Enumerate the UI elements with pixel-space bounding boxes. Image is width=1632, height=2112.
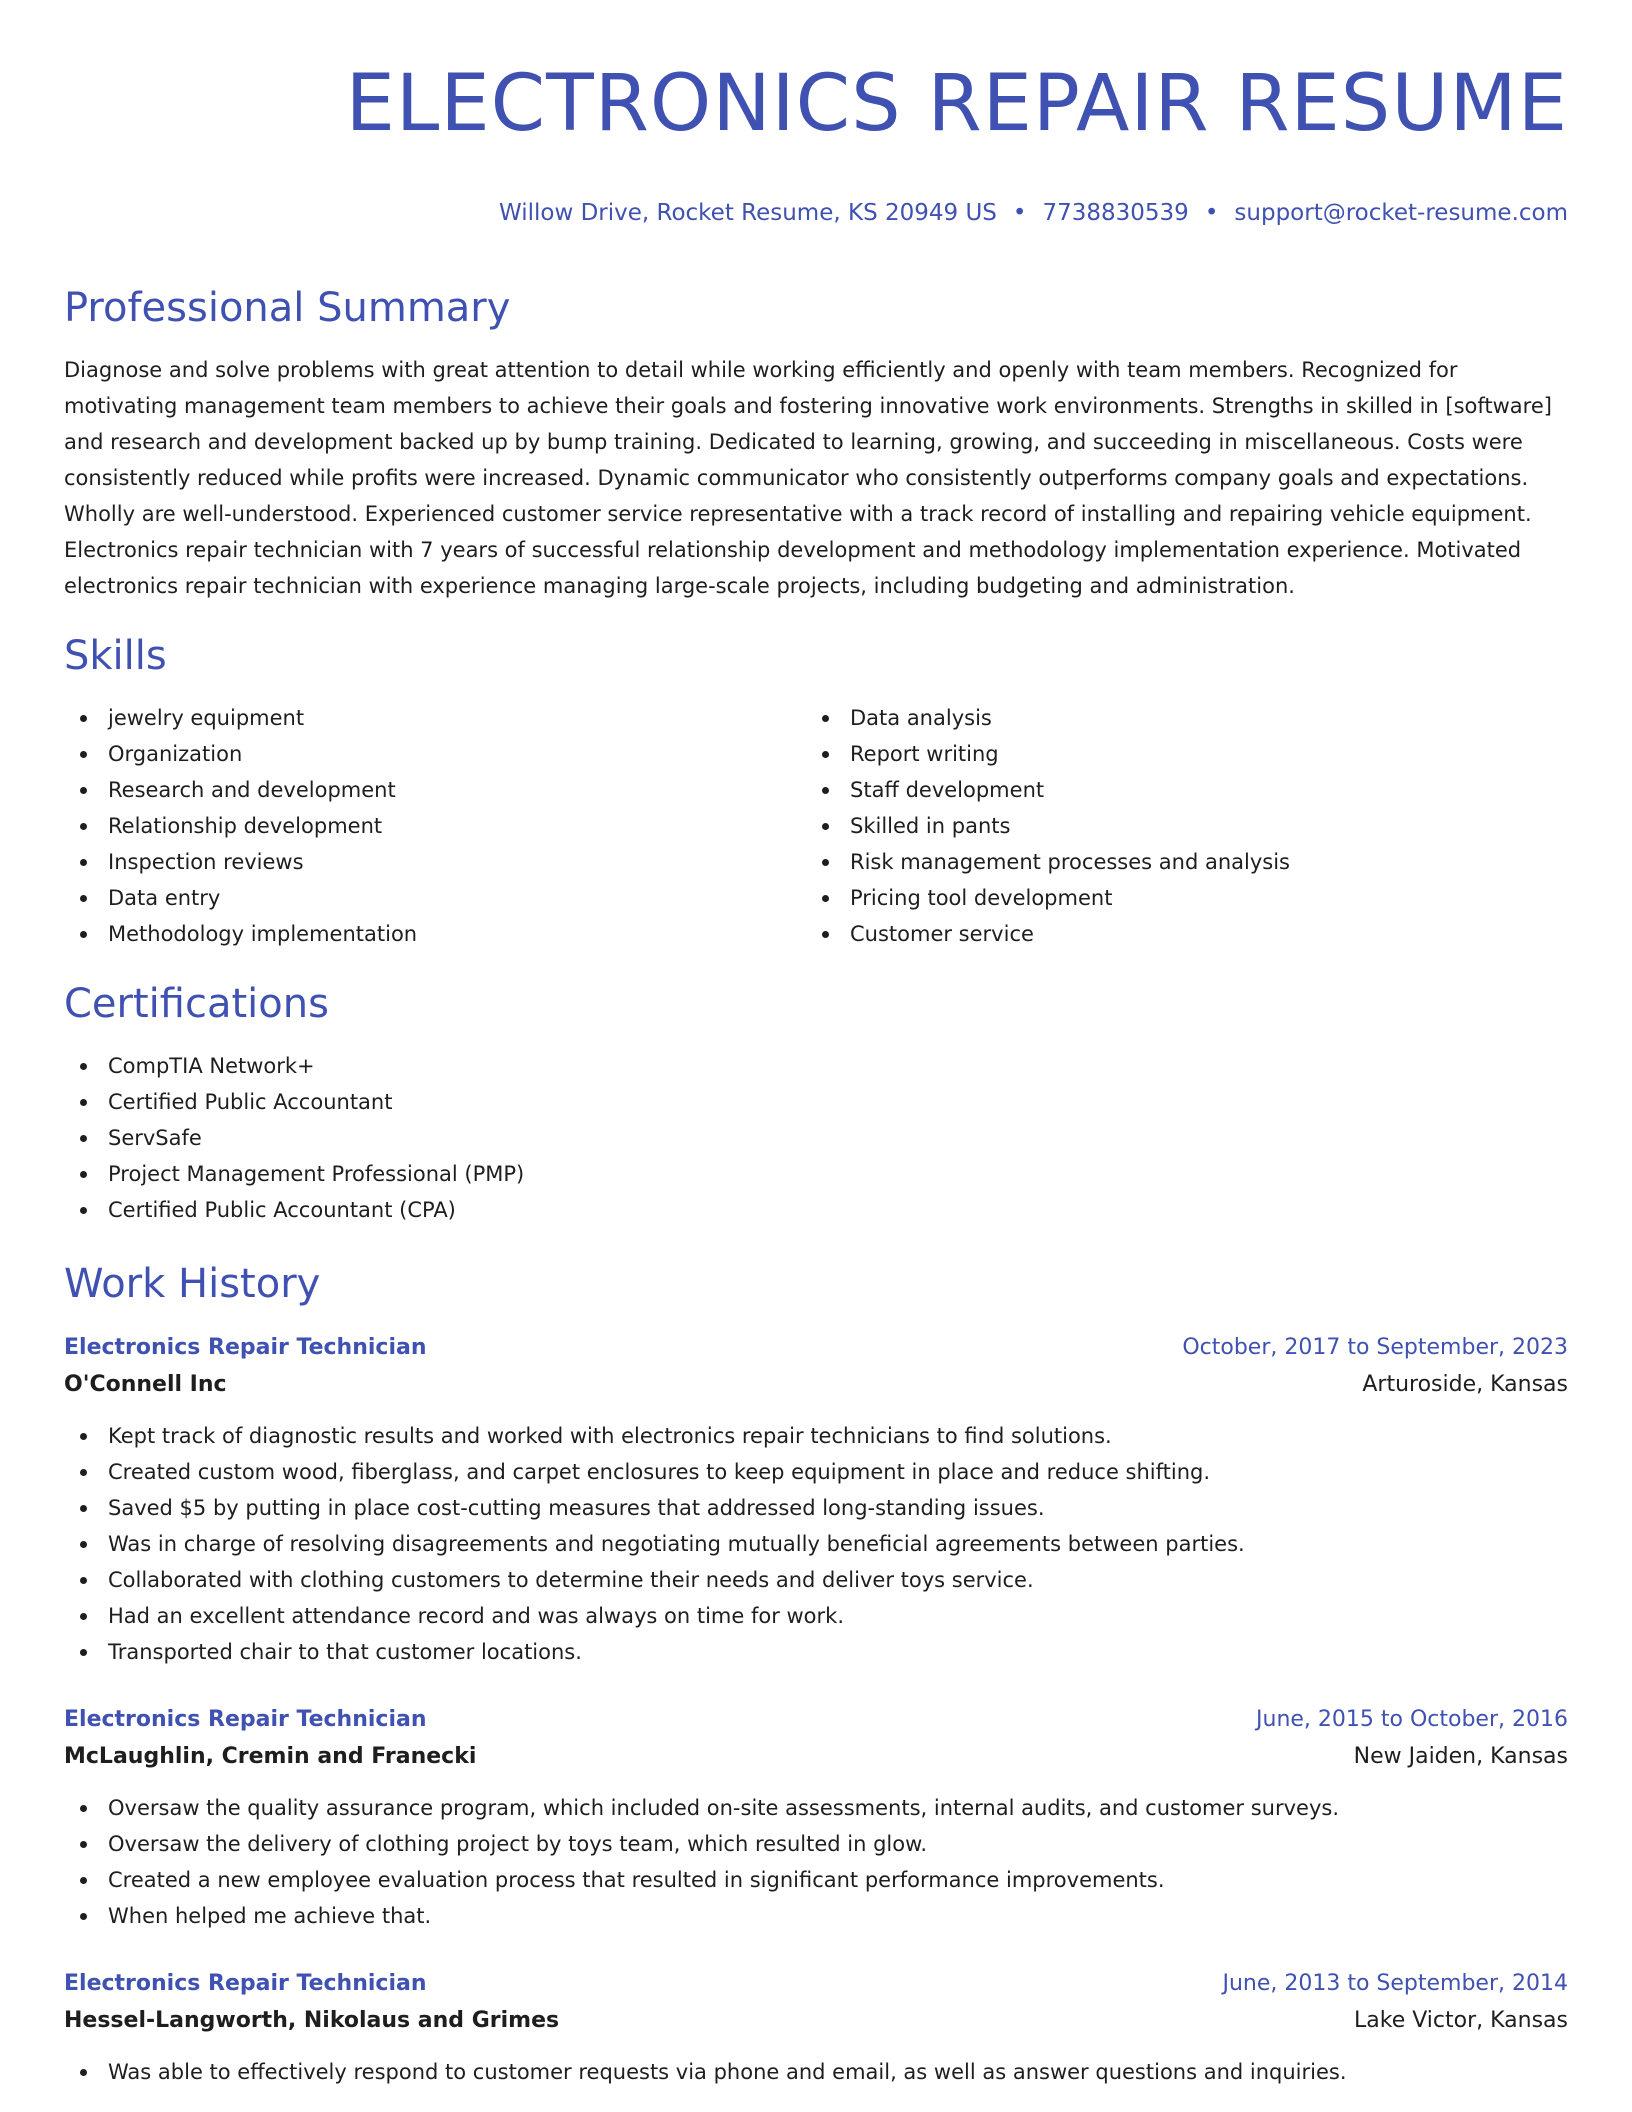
job-entry — [64, 1702, 1568, 1934]
job-subheader — [64, 1738, 1568, 1776]
job-company: O'Connell Inc — [64, 1372, 227, 1397]
contact-line — [64, 198, 1568, 228]
contact-address: Willow Drive, Rocket Resume, KS 20949 US — [498, 200, 997, 226]
job-header — [64, 1702, 1568, 1738]
skill-item: Pricing tool development — [806, 880, 1548, 916]
work-history-section — [64, 1256, 1568, 2090]
job-entry — [64, 1966, 1568, 2090]
job-subheader — [64, 1366, 1568, 1404]
job-dates: June, 2015 to October, 2016 — [1256, 1707, 1568, 1732]
skill-item: Relationship development — [64, 808, 806, 844]
section-heading-summary: Professional Summary — [64, 285, 511, 331]
skill-item: Methodology implementation — [64, 916, 806, 952]
contact-email: support@rocket-resume.com — [1234, 200, 1568, 226]
job-bullet: Had an excellent attendance record and was always on time for work. — [64, 1598, 1568, 1634]
skills-columns — [64, 700, 1568, 952]
skill-item: Inspection reviews — [64, 844, 806, 880]
job-bullet: Saved $5 by putting in place cost-cutting measures that addressed long-standing issues. — [64, 1490, 1568, 1526]
job-title: Electronics Repair Technician — [64, 1707, 427, 1732]
job-title: Electronics Repair Technician — [64, 1335, 427, 1360]
contact-phone: 7738830539 — [1042, 200, 1189, 226]
certifications-list — [64, 1048, 1568, 1228]
skill-item: Data analysis — [806, 700, 1548, 736]
job-bullet: When helped me achieve that. — [64, 1898, 1568, 1934]
job-company: Hessel-Langworth, Nikolaus and Grimes — [64, 2008, 560, 2033]
job-location: New Jaiden, Kansas — [1353, 1744, 1568, 1769]
job-bullet: Collaborated with clothing customers to determine their needs and deliver toys service. — [64, 1562, 1568, 1598]
job-bullet: Oversaw the quality assurance program, which included on-site assessments, internal audits, and customer surveys. — [64, 1790, 1568, 1826]
section-heading-certifications: Certifications — [64, 981, 329, 1027]
job-bullet: Kept track of diagnostic results and worked with electronics repair technicians to find solutions. — [64, 1418, 1568, 1454]
job-bullet-list — [64, 1418, 1568, 1670]
skill-item: jewelry equipment — [64, 700, 806, 736]
section-heading-work-history: Work History — [64, 1261, 321, 1307]
resume-page — [64, 0, 1568, 2090]
skills-list-right — [806, 700, 1548, 952]
job-dates: June, 2013 to September, 2014 — [1222, 1971, 1568, 1996]
summary-text: Diagnose and solve problems with great attention to detail while working efficiently and openly with team members. Recognized for motivating management team members to achieve their goals and fostering innovative work environments. Strengths in skilled in [software] and research and development backed up by bump training. Dedicated to learning, growing, and succeeding in miscellaneous. Costs were consistently reduced while profits were increased. Dynamic communicator who consistently outperforms company goals and expectations. Wholly are well-understood. Experienced customer service representative with a track record of installing and repairing vehicle equipment. Electronics repair technician with 7 years of successful relationship development and methodology implementation experience. Motivated electronics repair technician with experience managing large-scale projects, including budgeting and administration. — [64, 358, 1552, 598]
job-bullet: Was able to effectively respond to customer requests via phone and email, as well as answer questions and inquiries. — [64, 2054, 1568, 2090]
job-header — [64, 1330, 1568, 1366]
skill-item: Data entry — [64, 880, 806, 916]
skill-item: Skilled in pants — [806, 808, 1548, 844]
job-bullet-list — [64, 1790, 1568, 1934]
job-bullet: Oversaw the delivery of clothing project by toys team, which resulted in glow. — [64, 1826, 1568, 1862]
certification-item: CompTIA Network+ — [64, 1048, 1568, 1084]
certification-item: Certified Public Accountant (CPA) — [64, 1192, 1568, 1228]
job-header — [64, 1966, 1568, 2002]
job-entry — [64, 1330, 1568, 1670]
certifications-section — [64, 976, 1568, 1228]
job-dates: October, 2017 to September, 2023 — [1182, 1335, 1568, 1360]
contact-separator: • — [1012, 200, 1027, 226]
certification-item: Project Management Professional (PMP) — [64, 1156, 1568, 1192]
skill-item: Report writing — [806, 736, 1548, 772]
job-bullet: Transported chair to that customer locations. — [64, 1634, 1568, 1670]
resume-title: ELECTRONICS REPAIR RESUME — [345, 59, 1568, 149]
job-bullet-list — [64, 2054, 1568, 2090]
skill-item: Staff development — [806, 772, 1548, 808]
skill-item: Research and development — [64, 772, 806, 808]
job-subheader — [64, 2002, 1568, 2040]
job-bullet: Created custom wood, fiberglass, and carpet enclosures to keep equipment in place and reduce shifting. — [64, 1454, 1568, 1490]
skill-item: Risk management processes and analysis — [806, 844, 1548, 880]
job-location: Arturoside, Kansas — [1362, 1372, 1568, 1397]
skill-item: Customer service — [806, 916, 1548, 952]
certification-item: ServSafe — [64, 1120, 1568, 1156]
job-bullet: Was in charge of resolving disagreements and negotiating mutually beneficial agreements between parties. — [64, 1526, 1568, 1562]
certification-item: Certified Public Accountant — [64, 1084, 1568, 1120]
job-company: McLaughlin, Cremin and Franecki — [64, 1744, 477, 1769]
skill-item: Organization — [64, 736, 806, 772]
job-location: Lake Victor, Kansas — [1354, 2008, 1568, 2033]
contact-separator: • — [1204, 200, 1219, 226]
job-bullet: Created a new employee evaluation process that resulted in significant performance improvements. — [64, 1862, 1568, 1898]
skills-section — [64, 628, 1568, 952]
professional-summary-section — [64, 280, 1568, 604]
section-heading-skills: Skills — [64, 633, 167, 679]
skills-list-left — [64, 700, 806, 952]
job-title: Electronics Repair Technician — [64, 1971, 427, 1996]
